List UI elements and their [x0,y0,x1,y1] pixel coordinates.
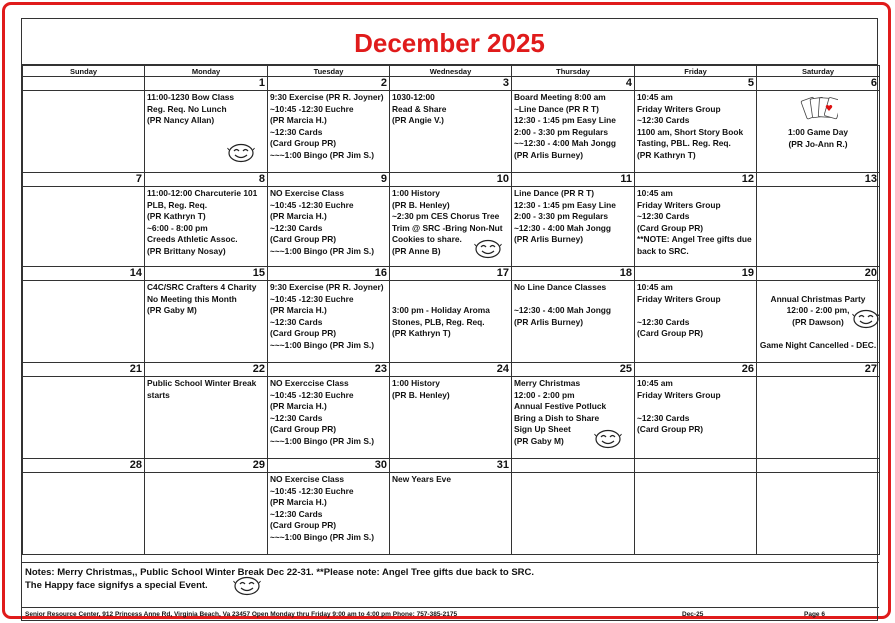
playing-cards-icon [798,94,838,124]
date-number: 31 [390,459,512,473]
event-line: Game Night Cancelled - DEC. [759,339,877,350]
day-cell [757,91,880,173]
event-line: (PR Kathryn T) [392,328,451,339]
event-line: ~10:45 -12:30 Euchre [270,389,354,400]
date-number: 27 [757,363,880,377]
event-line: Friday Writers Group [637,199,721,210]
event-line: Trim @ SRC -Bring Non-Nut [392,222,503,233]
weekday-label: Friday [635,66,757,77]
day-cell [757,281,880,363]
weekday-label: Wednesday [390,66,512,77]
event-line: Merry Christmas [514,378,581,388]
event-line: No Line Dance Classes [514,282,607,292]
week-row [23,473,880,555]
event-line: ~12:30 Cards [637,316,690,327]
day-cell [23,473,145,555]
event-line: 11:00-12:00 Charcuterie 101 [147,188,258,198]
event-line: (PR Kathryn T) [637,149,696,160]
footer-address: Senior Resource Center, 912 Princess Anne Rd, Virginia Beach, Va 23457 Open Monday thru Friday 9:00 am to 4:00 pm Phone: 757-385-2175 [25,611,458,618]
event-line: **NOTE: Angel Tree gifts due [637,234,752,245]
event-line: ~12:30 Cards [270,126,323,137]
event-line: ~~12:30 - 4:00 Mah Jongg [514,138,616,149]
week-row [23,91,880,173]
date-number: 17 [390,267,512,281]
weekday-label: Monday [145,66,268,77]
date-number: 1 [145,77,268,91]
event-line: (Card Group PR) [637,424,704,435]
event-line: (Card Group PR) [637,328,704,339]
happy-face-icon [852,309,880,329]
event-line: (PR Marcia H.) [270,115,327,126]
event-line: (Card Group PR) [270,234,337,245]
event-line: (Card Group PR) [270,138,337,149]
weekday-label: Sunday [23,66,145,77]
event-line: starts [147,389,170,400]
day-cell [757,473,880,555]
date-number: 24 [390,363,512,377]
date-number: 19 [635,267,757,281]
day-cell [268,281,390,363]
day-cell [268,473,390,555]
date-number [757,459,880,473]
event-line: ~10:45 -12:30 Euchre [270,199,354,210]
event-line [637,305,754,317]
day-cell [145,377,268,459]
event-line: ~12:30 Cards [270,316,323,327]
event-line: (Card Group PR) [270,424,337,435]
day-cell [268,91,390,173]
event-line: NO Exercise Class [270,474,345,484]
weekday-header-row [23,66,880,77]
event-line: Public School Winter Break [147,378,257,388]
week-row [23,281,880,363]
date-number: 6 [757,77,880,91]
happy-face-icon [227,143,255,163]
event-line [514,294,632,306]
day-cell [268,377,390,459]
event-line: 3:00 pm - Holiday Aroma [392,305,490,316]
event-line: C4C/SRC Crafters 4 Charity [147,282,257,292]
event-line: ~12:30 Cards [637,211,690,222]
event-line [759,282,877,294]
date-number-row [23,363,880,377]
event-line [392,282,509,294]
event-line: back to SRC. [637,245,689,256]
date-number: 18 [512,267,635,281]
event-line: Annual Christmas Party [770,293,866,304]
event-line: ~12:30 Cards [637,115,690,126]
event-line: (Card Group PR) [270,328,337,339]
day-cell [635,473,757,555]
event-line: Bring a Dish to Share [514,412,600,423]
event-line: (PR Marcia H.) [270,401,327,412]
event-line: Stones, PLB, Reg. Req. [392,316,485,327]
event-line: (PR Gaby M) [514,435,564,446]
day-cell [23,377,145,459]
date-number: 23 [268,363,390,377]
date-number: 22 [145,363,268,377]
event-line: 9:30 Exercise (PR R. Joyner) [270,282,384,292]
date-number: 16 [268,267,390,281]
event-line: 12:30 - 1:45 pm Easy Line [514,115,616,126]
day-cell [512,91,635,173]
day-cell [512,187,635,267]
day-cell [390,91,512,173]
event-line: (PR Marcia H.) [270,305,327,316]
notes-section [22,562,879,607]
day-cell [145,187,268,267]
day-cell [635,91,757,173]
day-cell [23,281,145,363]
week-row [23,187,880,267]
event-line: (PR Arlis Burney) [514,149,584,160]
date-number: 5 [635,77,757,91]
event-line: ~~~1:00 Bingo (PR Jim S.) [270,245,375,256]
event-line: Sign Up Sheet [514,424,571,435]
event-line: (PR Arlis Burney) [514,316,584,327]
day-cell [757,377,880,459]
event-line: Annual Festive Potluck [514,401,607,412]
event-line: 10:45 am [637,282,673,292]
event-line: (PR Gaby M) [147,305,197,316]
event-line: 1:00 Game Day [787,127,849,137]
day-cell [635,377,757,459]
page-footer [22,607,879,622]
event-line: ~2:30 pm CES Chorus Tree [392,211,500,222]
day-cell [145,91,268,173]
event-line: 11:00-1230 Bow Class [147,92,235,102]
day-cell [145,473,268,555]
event-line: 10:45 am [637,92,673,102]
day-cell [757,187,880,267]
day-cell [23,187,145,267]
weekday-label: Saturday [757,66,880,77]
event-line: ~10:45 -12:30 Euchre [270,485,354,496]
event-line: (PR Kathryn T) [147,211,206,222]
date-number [23,77,145,91]
date-number: 12 [635,173,757,187]
happy-face-icon [594,429,622,449]
event-line: NO Exerccise Class [270,378,349,388]
event-line: Friday Writers Group [637,293,721,304]
notes-line: The Happy face signifys a special Event. [25,580,208,591]
event-line: Tasting, PBL. Reg. Req. [637,138,731,149]
event-line: 1030-12:00 [392,92,435,102]
event-line: 12:00 - 2:00 pm [514,389,575,400]
day-cell [145,281,268,363]
day-cell [635,187,757,267]
date-number: 25 [512,363,635,377]
event-line: ~~~1:00 Bingo (PR Jim S.) [270,435,375,446]
event-line: 12:00 - 2:00 pm, [786,305,850,316]
day-cell [390,187,512,267]
day-cell [390,377,512,459]
day-cell [512,281,635,363]
date-number [512,459,635,473]
event-line: 10:45 am [637,188,673,198]
day-cell [268,187,390,267]
day-cell [635,281,757,363]
page-frame [2,2,891,619]
date-number [635,459,757,473]
event-line: 2:00 - 3:30 pm Regulars [514,126,609,137]
event-line: (PR Anne B) [392,245,441,256]
event-line: ~~~1:00 Bingo (PR Jim S.) [270,339,375,350]
event-line: (PR Nancy Allan) [147,115,215,126]
event-line: Read & Share [392,103,447,114]
event-line: ~10:45 -12:30 Euchre [270,103,354,114]
date-number: 20 [757,267,880,281]
day-cell [390,473,512,555]
event-line: (PR Marcia H.) [270,211,327,222]
event-line: (PR Dawson) [792,316,844,327]
date-number-row [23,459,880,473]
event-line: Reg. Req. No Lunch [147,103,227,114]
event-line: Line Dance (PR R T) [514,188,595,198]
event-line: (Card Group PR) [270,520,337,531]
date-number: 26 [635,363,757,377]
event-line: No Meeting this Month [147,293,237,304]
date-number: 2 [268,77,390,91]
date-number-row [23,77,880,91]
date-number: 11 [512,173,635,187]
event-line: PLB, Reg. Req. [147,199,208,210]
event-line: 1:00 History [392,378,440,388]
calendar-sheet [21,18,878,621]
event-line: ~10:45 -12:30 Euchre [270,293,354,304]
event-line: 9:30 Exercise (PR R. Joyner) [270,92,384,102]
event-line: ~6:00 - 8:00 pm [147,222,208,233]
event-line: 12:30 - 1:45 pm Easy Line [514,199,616,210]
calendar-grid [22,65,880,555]
event-line: Creeds Athletic Assoc. [147,234,238,245]
event-line: NO Exercise Class [270,188,345,198]
event-line: ~12:30 Cards [270,508,323,519]
week-row [23,377,880,459]
event-line: 1:00 History [392,188,440,198]
event-line: Friday Writers Group [637,389,721,400]
event-line: (PR Marcia H.) [270,497,327,508]
date-number: 8 [145,173,268,187]
event-line: ~12:30 - 4:00 Mah Jongg [514,222,612,233]
event-line: ~12:30 Cards [270,412,323,423]
happy-face-icon [233,576,261,596]
footer-month: Dec-25 [682,611,704,618]
day-cell [512,377,635,459]
event-line: Board Meeting 8:00 am [514,92,606,102]
date-number: 10 [390,173,512,187]
event-line [637,401,754,413]
event-line: (PR Angie V.) [392,115,444,126]
day-cell [390,281,512,363]
weekday-label: Thursday [512,66,635,77]
notes-line: Notes: Merry Christmas,, Public School Winter Break Dec 22-31. **Please note: Angel Tree gifts due back to SRC. [25,567,535,578]
date-number: 15 [145,267,268,281]
weekday-label: Tuesday [268,66,390,77]
footer-page-number: Page 6 [804,611,825,618]
event-line: Friday Writers Group [637,103,721,114]
date-number: 29 [145,459,268,473]
happy-face-icon [474,239,502,259]
event-line: 10:45 am [637,378,673,388]
event-line: (Card Group PR) [637,222,704,233]
date-number: 21 [23,363,145,377]
event-line: (PR B. Henley) [392,389,450,400]
event-line: ~12:30 Cards [637,412,690,423]
date-number: 9 [268,173,390,187]
page-title: December 2025 [22,19,877,65]
date-number: 3 [390,77,512,91]
event-line: (PR B. Henley) [392,199,450,210]
event-line: (PR Brittany Nosay) [147,245,226,256]
event-line: ~12:30 Cards [270,222,323,233]
event-line: 1100 am, Short Story Book [637,126,744,137]
date-number-row [23,267,880,281]
event-line: 2:00 - 3:30 pm Regulars [514,211,609,222]
day-cell [23,91,145,173]
date-number: 7 [23,173,145,187]
event-line: ~~~1:00 Bingo (PR Jim S.) [270,531,375,542]
date-number: 30 [268,459,390,473]
date-number: 28 [23,459,145,473]
event-line: New Years Eve [392,474,451,484]
event-line: (PR Jo-Ann R.) [788,138,848,149]
event-line: ~Line Dance (PR R T) [514,103,599,114]
event-line: (PR Arlis Burney) [514,234,584,245]
event-line [759,328,877,340]
event-line: ~12:30 - 4:00 Mah Jongg [514,305,612,316]
event-line: ~~~1:00 Bingo (PR Jim S.) [270,149,375,160]
date-number: 4 [512,77,635,91]
date-number: 14 [23,267,145,281]
event-line: Cookies to share. [392,234,462,245]
event-line [392,294,509,306]
date-number: 13 [757,173,880,187]
day-cell [512,473,635,555]
date-number-row [23,173,880,187]
